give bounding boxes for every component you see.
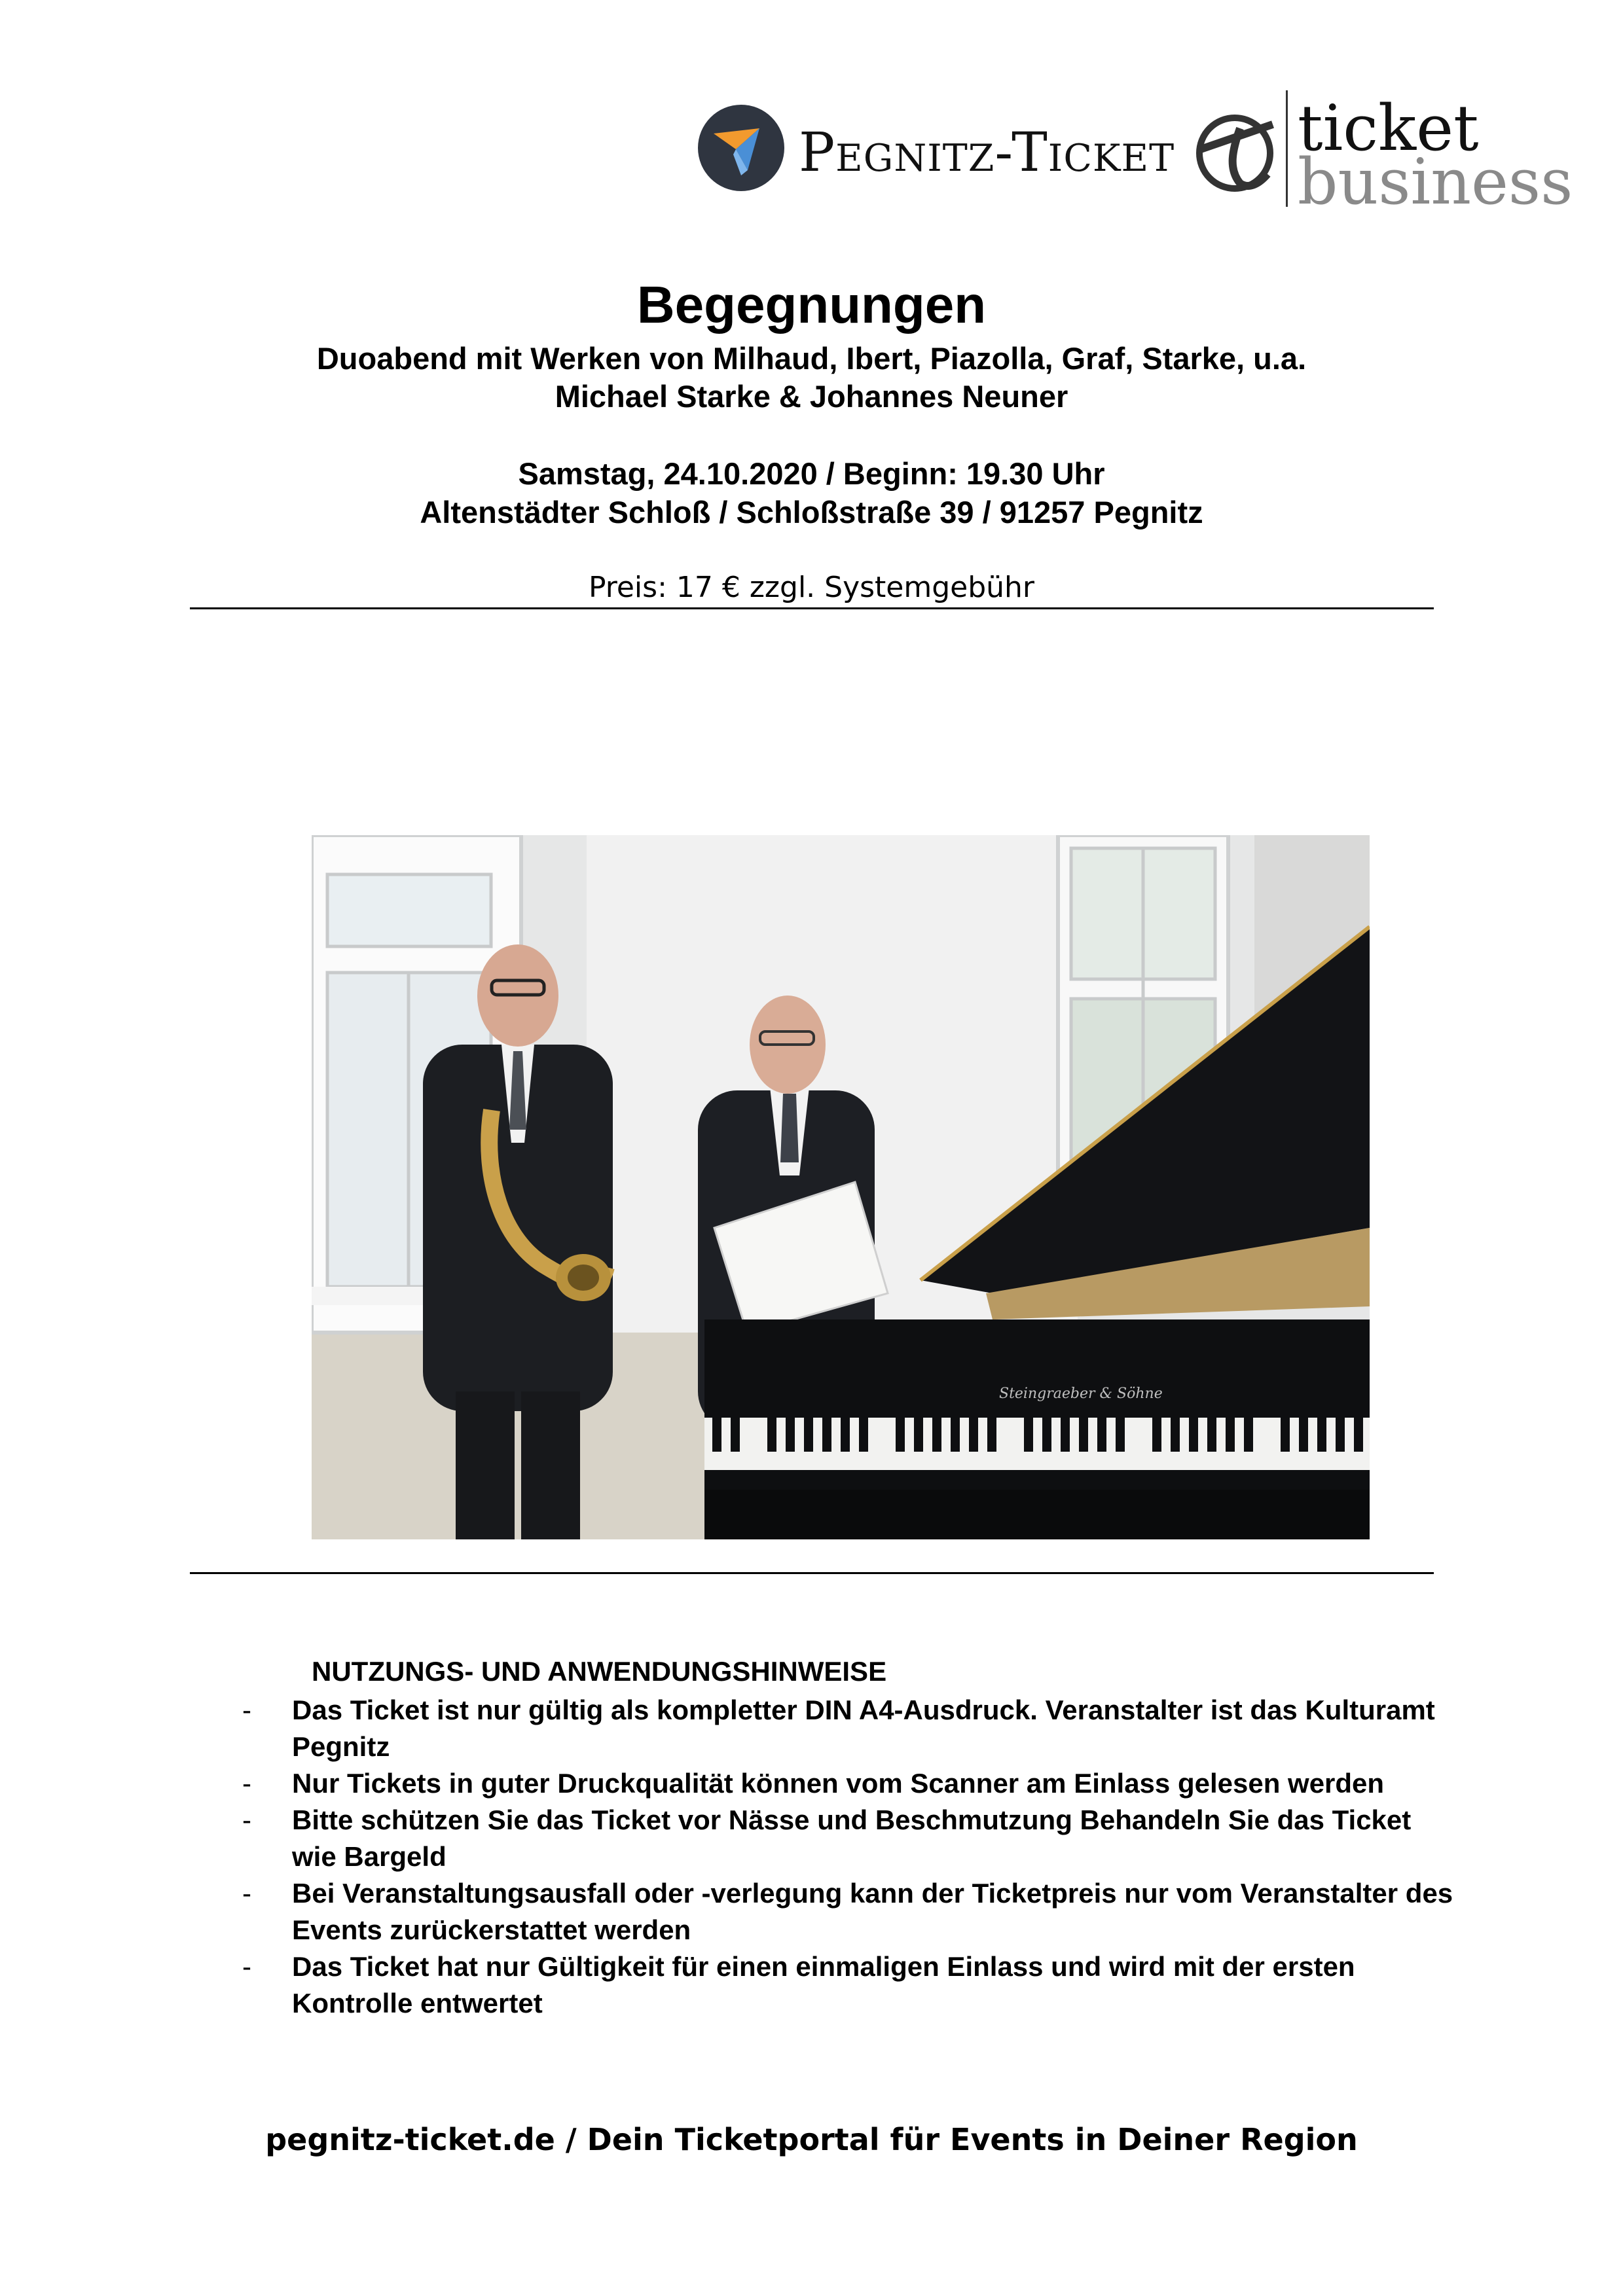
- note-bullet: -: [242, 1768, 251, 1799]
- event-price: Preis: 17 € zzgl. Systemgebühr: [588, 571, 1035, 604]
- event-performers: Michael Starke & Johannes Neuner: [555, 379, 1068, 414]
- duo-photo-illustration: [312, 835, 1370, 1539]
- note-bullet: -: [242, 1804, 251, 1835]
- event-title: Begegnungen: [636, 276, 987, 334]
- event-date-time: Samstag, 24.10.2020 / Beginn: 19.30 Uhr: [518, 456, 1105, 491]
- note-item: [242, 1692, 1453, 1765]
- note-bullet: -: [242, 1695, 251, 1725]
- divider-top: [190, 607, 1434, 609]
- logo-divider: [1286, 90, 1288, 207]
- divider-bottom: [190, 1572, 1434, 1574]
- note-item: [242, 1802, 1453, 1875]
- footer-text: pegnitz-ticket.de / Dein Ticketportal für Events in Deiner Region: [265, 2122, 1358, 2157]
- note-text: Das Ticket ist nur gültig als kompletter DIN A4-Ausdruck. Veranstalter ist das Kulturamt Pegnitz: [292, 1695, 1435, 1762]
- pegnitz-logo-icon: [695, 102, 787, 194]
- event-venue: Altenstädter Schloß / Schloßstraße 39 / 91257 Pegnitz: [420, 495, 1203, 529]
- ticket-business-t-icon: [1194, 85, 1286, 216]
- note-text: Bei Veranstaltungsausfall oder -verlegung kann der Ticketpreis nur vom Veranstalter des Events zurückerstattet werden: [292, 1878, 1453, 1945]
- event-subtitle: Duoabend mit Werken von Milhaud, Ibert, Piazolla, Graf, Starke, u.a.: [316, 341, 1307, 376]
- pegnitz-brand-text: Pegnitz-Ticket: [799, 122, 1175, 184]
- notes-list: [242, 1692, 1453, 2022]
- ticket-business-text-business: business: [1298, 145, 1573, 219]
- notes-heading: NUTZUNGS- UND ANWENDUNGSHINWEISE: [312, 1656, 887, 1687]
- note-text: Bitte schützen Sie das Ticket vor Nässe und Beschmutzung Behandeln Sie das Ticket wie Bargeld: [292, 1804, 1412, 1872]
- note-item: [242, 1875, 1453, 1948]
- note-text: Nur Tickets in guter Druckqualität können vom Scanner am Einlass gelesen werden: [292, 1768, 1385, 1799]
- ticket-business-logo: [1194, 85, 1573, 219]
- piano-brand-text: Steingraeber & Söhne: [999, 1386, 1163, 1402]
- note-bullet: -: [242, 1878, 251, 1909]
- event-photo: [312, 835, 1370, 1539]
- note-item: [242, 1948, 1453, 2022]
- pegnitz-ticket-logo: [695, 102, 1175, 194]
- note-bullet: -: [242, 1951, 251, 1982]
- note-item: [242, 1765, 1453, 1802]
- ticket-business-text-ticket: ticket: [1298, 92, 1479, 165]
- note-text: Das Ticket hat nur Gültigkeit für einen einmaligen Einlass und wird mit der ersten Kontrolle entwertet: [292, 1951, 1355, 2018]
